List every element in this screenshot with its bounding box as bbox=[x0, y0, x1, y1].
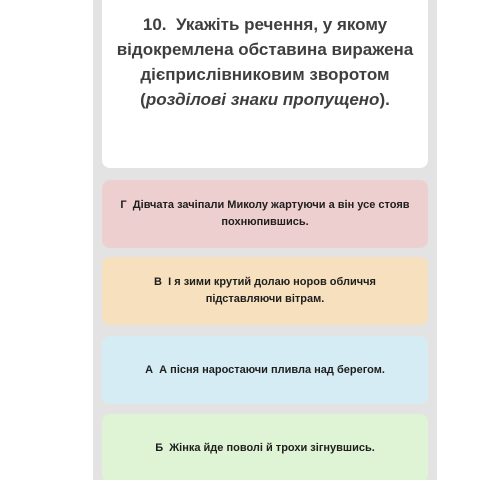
answer-option-b[interactable] bbox=[102, 414, 428, 480]
question-note-close: ). bbox=[379, 90, 390, 109]
answer-option-v[interactable] bbox=[102, 257, 428, 325]
answer-option-g[interactable] bbox=[102, 180, 428, 248]
quiz-panel bbox=[93, 0, 437, 480]
answer-text: А пісня наростаючи пливла над берегом. bbox=[159, 363, 385, 376]
answer-text: Дівчата зачіпали Миколу жартуючи а він усе стояв похнюпившись. bbox=[132, 199, 410, 228]
answer-text: Жінка йде поволі й трохи зігнувшись. bbox=[169, 441, 375, 454]
question-card bbox=[102, 0, 428, 168]
answer-option-a[interactable] bbox=[102, 336, 428, 404]
answer-letter: А bbox=[145, 363, 154, 376]
question-number: 10. bbox=[142, 15, 167, 34]
answer-letter: В bbox=[154, 276, 162, 288]
question-note-open: ( bbox=[140, 90, 146, 109]
question-note: розділові знаки пропущено bbox=[145, 90, 380, 109]
answer-letter: Б bbox=[155, 441, 164, 454]
answer-text: І я зими крутий долаю норов обличчя підставляючи вітрам. bbox=[168, 276, 376, 305]
answer-letter: Г bbox=[120, 199, 127, 211]
question-text: Укажіть речення, у якому відокремлена обставина виражена дієприслівниковим зворотом bbox=[116, 15, 414, 84]
